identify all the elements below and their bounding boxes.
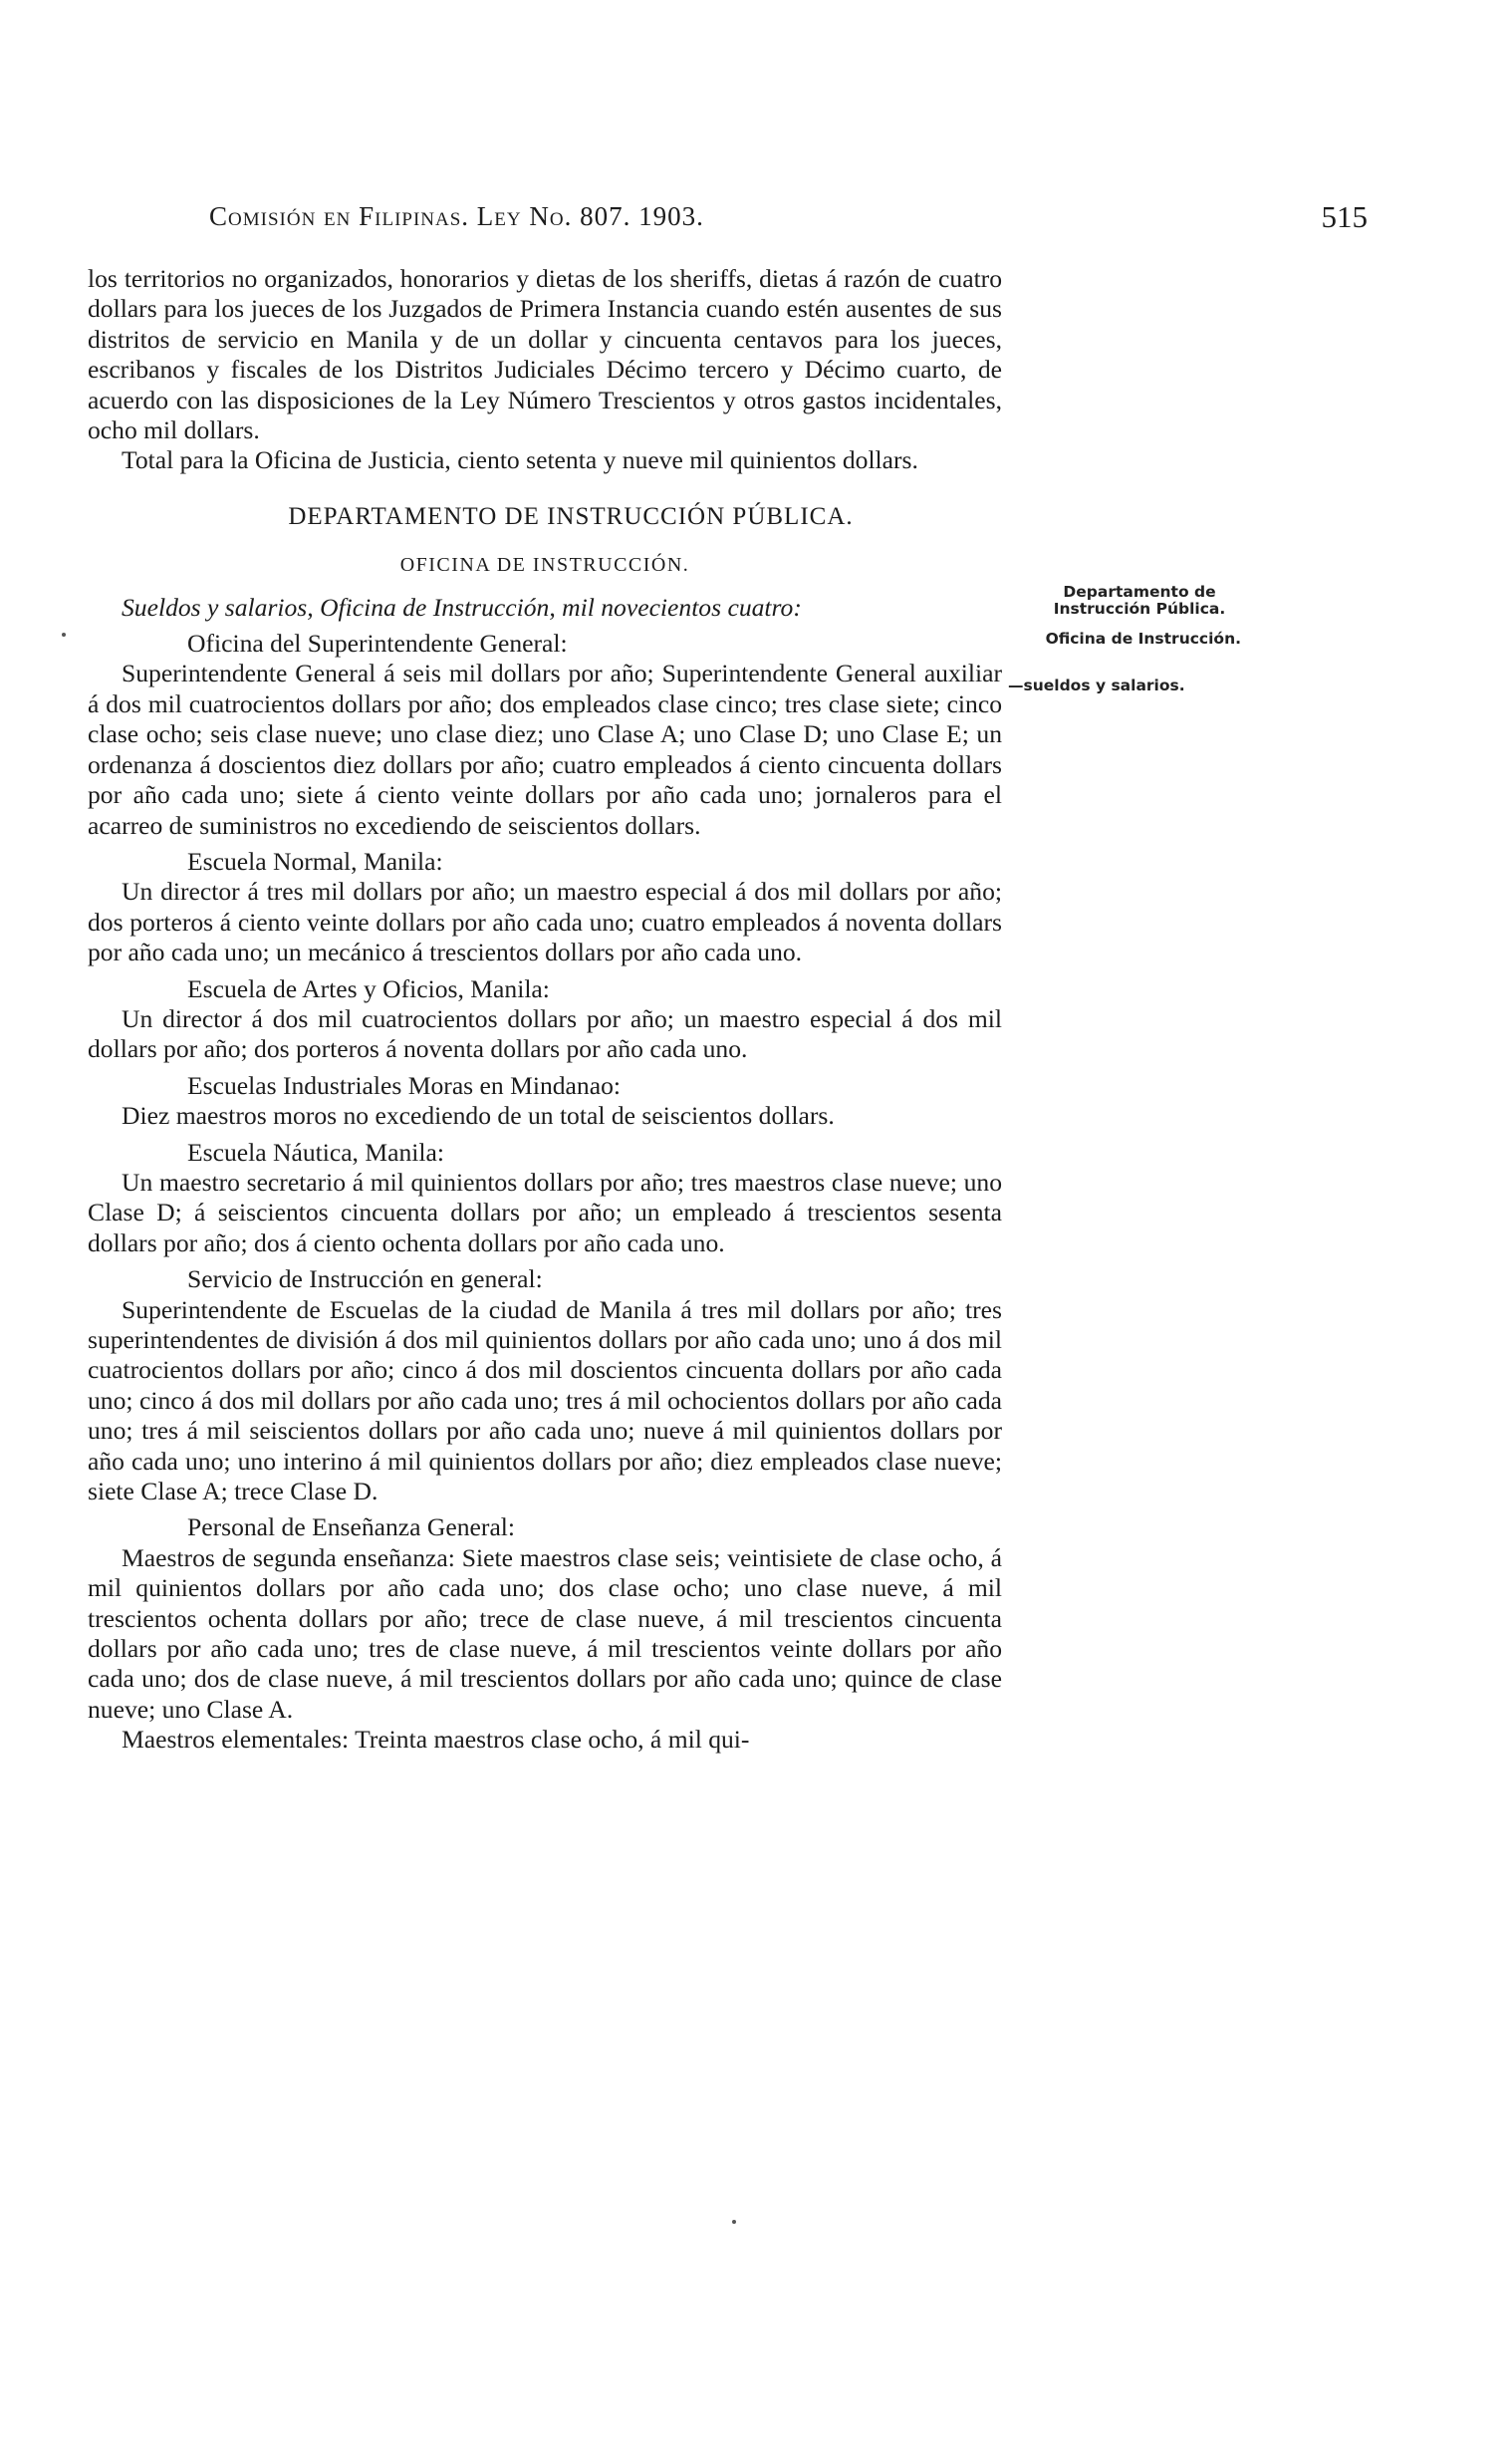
- print-speck: [732, 2220, 736, 2224]
- paragraph-total: Total para la Oficina de Justicia, ciento setenta y nueve mil quinientos dollars.: [122, 445, 918, 475]
- paragraph-secondary-teachers: Maestros de segunda enseñanza: Siete maestros clase seis; veintisiete de clase ocho, á mil quinientos dollars por año cada uno; dos clase ocho; uno clase nueve, á mil trescientos ochenta dollars por año; trece de clase nueve, á mil trescientos cincuenta dollars por año cada uno; tres de clase nueve, á mil trescientos veinte dollars por año cada uno; dos de clase nueve, á mil trescientos dollars por año cada uno; quince de clase nueve; uno Clase A.: [88, 1542, 1002, 1724]
- margin-note-office: Oficina de Instrucción.: [1045, 630, 1241, 648]
- subheading-general-service: Servicio de Instrucción en general:: [187, 1264, 543, 1294]
- office-heading: OFICINA DE INSTRUCCIÓN.: [399, 554, 690, 577]
- page-number: 515: [1321, 199, 1368, 234]
- salaries-heading: Sueldos y salarios, Oficina de Instrucción, mil novecientos cuatro:: [122, 592, 802, 622]
- paragraph-general-service: Superintendente de Escuelas de la ciudad de Manila á tres mil dollars por año; tres superintendentes de división á dos mil quinientos dollars por año cada uno; uno á dos mil cuatrocientos dollars por año; cinco á dos mil doscientos cincuenta dollars por año cada uno; cinco á dos mil dollars por año cada uno; tres á mil ochocientos dollars por año cada uno; tres á mil seiscientos dollars por año cada uno; nueve á mil quinientos dollars por año cada uno; uno interino á mil quinientos dollars por año; diez empleados clase nueve; siete Clase A; trece Clase D.: [88, 1294, 1002, 1506]
- subheading-moro-schools: Escuelas Industriales Moras en Mindanao:: [187, 1070, 621, 1100]
- subheading-nautical-school: Escuela Náutica, Manila:: [187, 1137, 444, 1167]
- paragraph-nautical-school: Un maestro secretario á mil quinientos dollars por año; tres maestros clase nueve; uno Clase D; á seiscientos cincuenta dollars por año; un empleado á trescientos sesenta dollars por año; dos á ciento ochenta dollars por año cada uno.: [88, 1167, 1002, 1257]
- margin-note-salaries: —sueldos y salarios.: [1008, 677, 1185, 694]
- paragraph-continuation: los territorios no organizados, honorarios y dietas de los sheriffs, dietas á razón de cuatro dollars para los jueces de los Juzgados de Primera Instancia cuando estén ausentes de sus distritos de servicio en Manila y de un dollar y cincuenta centavos para los jueces, escribanos y fiscales de los Distritos Judiciales Décimo tercero y Décimo cuarto, de acuerdo con las disposiciones de la Ley Número Trescientos y otros gastos incidentales, ocho mil dollars.: [88, 264, 1002, 445]
- subheading-arts-school: Escuela de Artes y Oficios, Manila:: [187, 973, 550, 1003]
- paragraph-arts-school: Un director á dos mil cuatrocientos dollars por año; un maestro especial á dos mil dollars por año; dos porteros á noventa dollars por año cada uno.: [88, 1003, 1002, 1064]
- subheading-teaching-staff: Personal de Enseñanza General:: [187, 1512, 516, 1542]
- body-text: [88, 264, 1002, 1756]
- paragraph-moro-schools: Diez maestros moros no excediendo de un total de seiscientos dollars.: [122, 1101, 835, 1131]
- paragraph-elementary-teachers: Maestros elementales: Treinta maestros clase ocho, á mil qui-: [122, 1725, 750, 1755]
- subheading-superintendent: Oficina del Superintendente General:: [187, 629, 568, 659]
- print-speck: [62, 633, 66, 637]
- paragraph-superintendent: Superintendente General á seis mil dollars por año; Superintendente General auxiliar á dos mil cuatrocientos dollars por año; dos empleados clase cinco; tres clase siete; cinco clase ocho; seis clase nueve; uno clase diez; uno Clase A; uno Clase D; uno Clase E; un ordenanza á doscientos diez dollars por año; cuatro empleados á ciento cincuenta dollars por año cada uno; siete á ciento veinte dollars por año cada uno; jornaleros para el acarreo de suministros no excediendo de seiscientos dollars.: [88, 659, 1002, 840]
- department-heading: DEPARTAMENTO DE INSTRUCCIÓN PÚBLICA.: [288, 502, 854, 530]
- margin-note-department: Departamento de Instrucción Pública.: [1053, 583, 1226, 618]
- subheading-normal-school: Escuela Normal, Manila:: [187, 846, 443, 876]
- paragraph-normal-school: Un director á tres mil dollars por año; un maestro especial á dos mil dollars por año; dos porteros á ciento veinte dollars por año cada uno; cuatro empleados á noventa dollars por año cada uno; un mecánico á trescientos dollars por año cada uno.: [88, 877, 1002, 967]
- running-head: Comisión en Filipinas. Ley No. 807. 1903.: [209, 201, 704, 231]
